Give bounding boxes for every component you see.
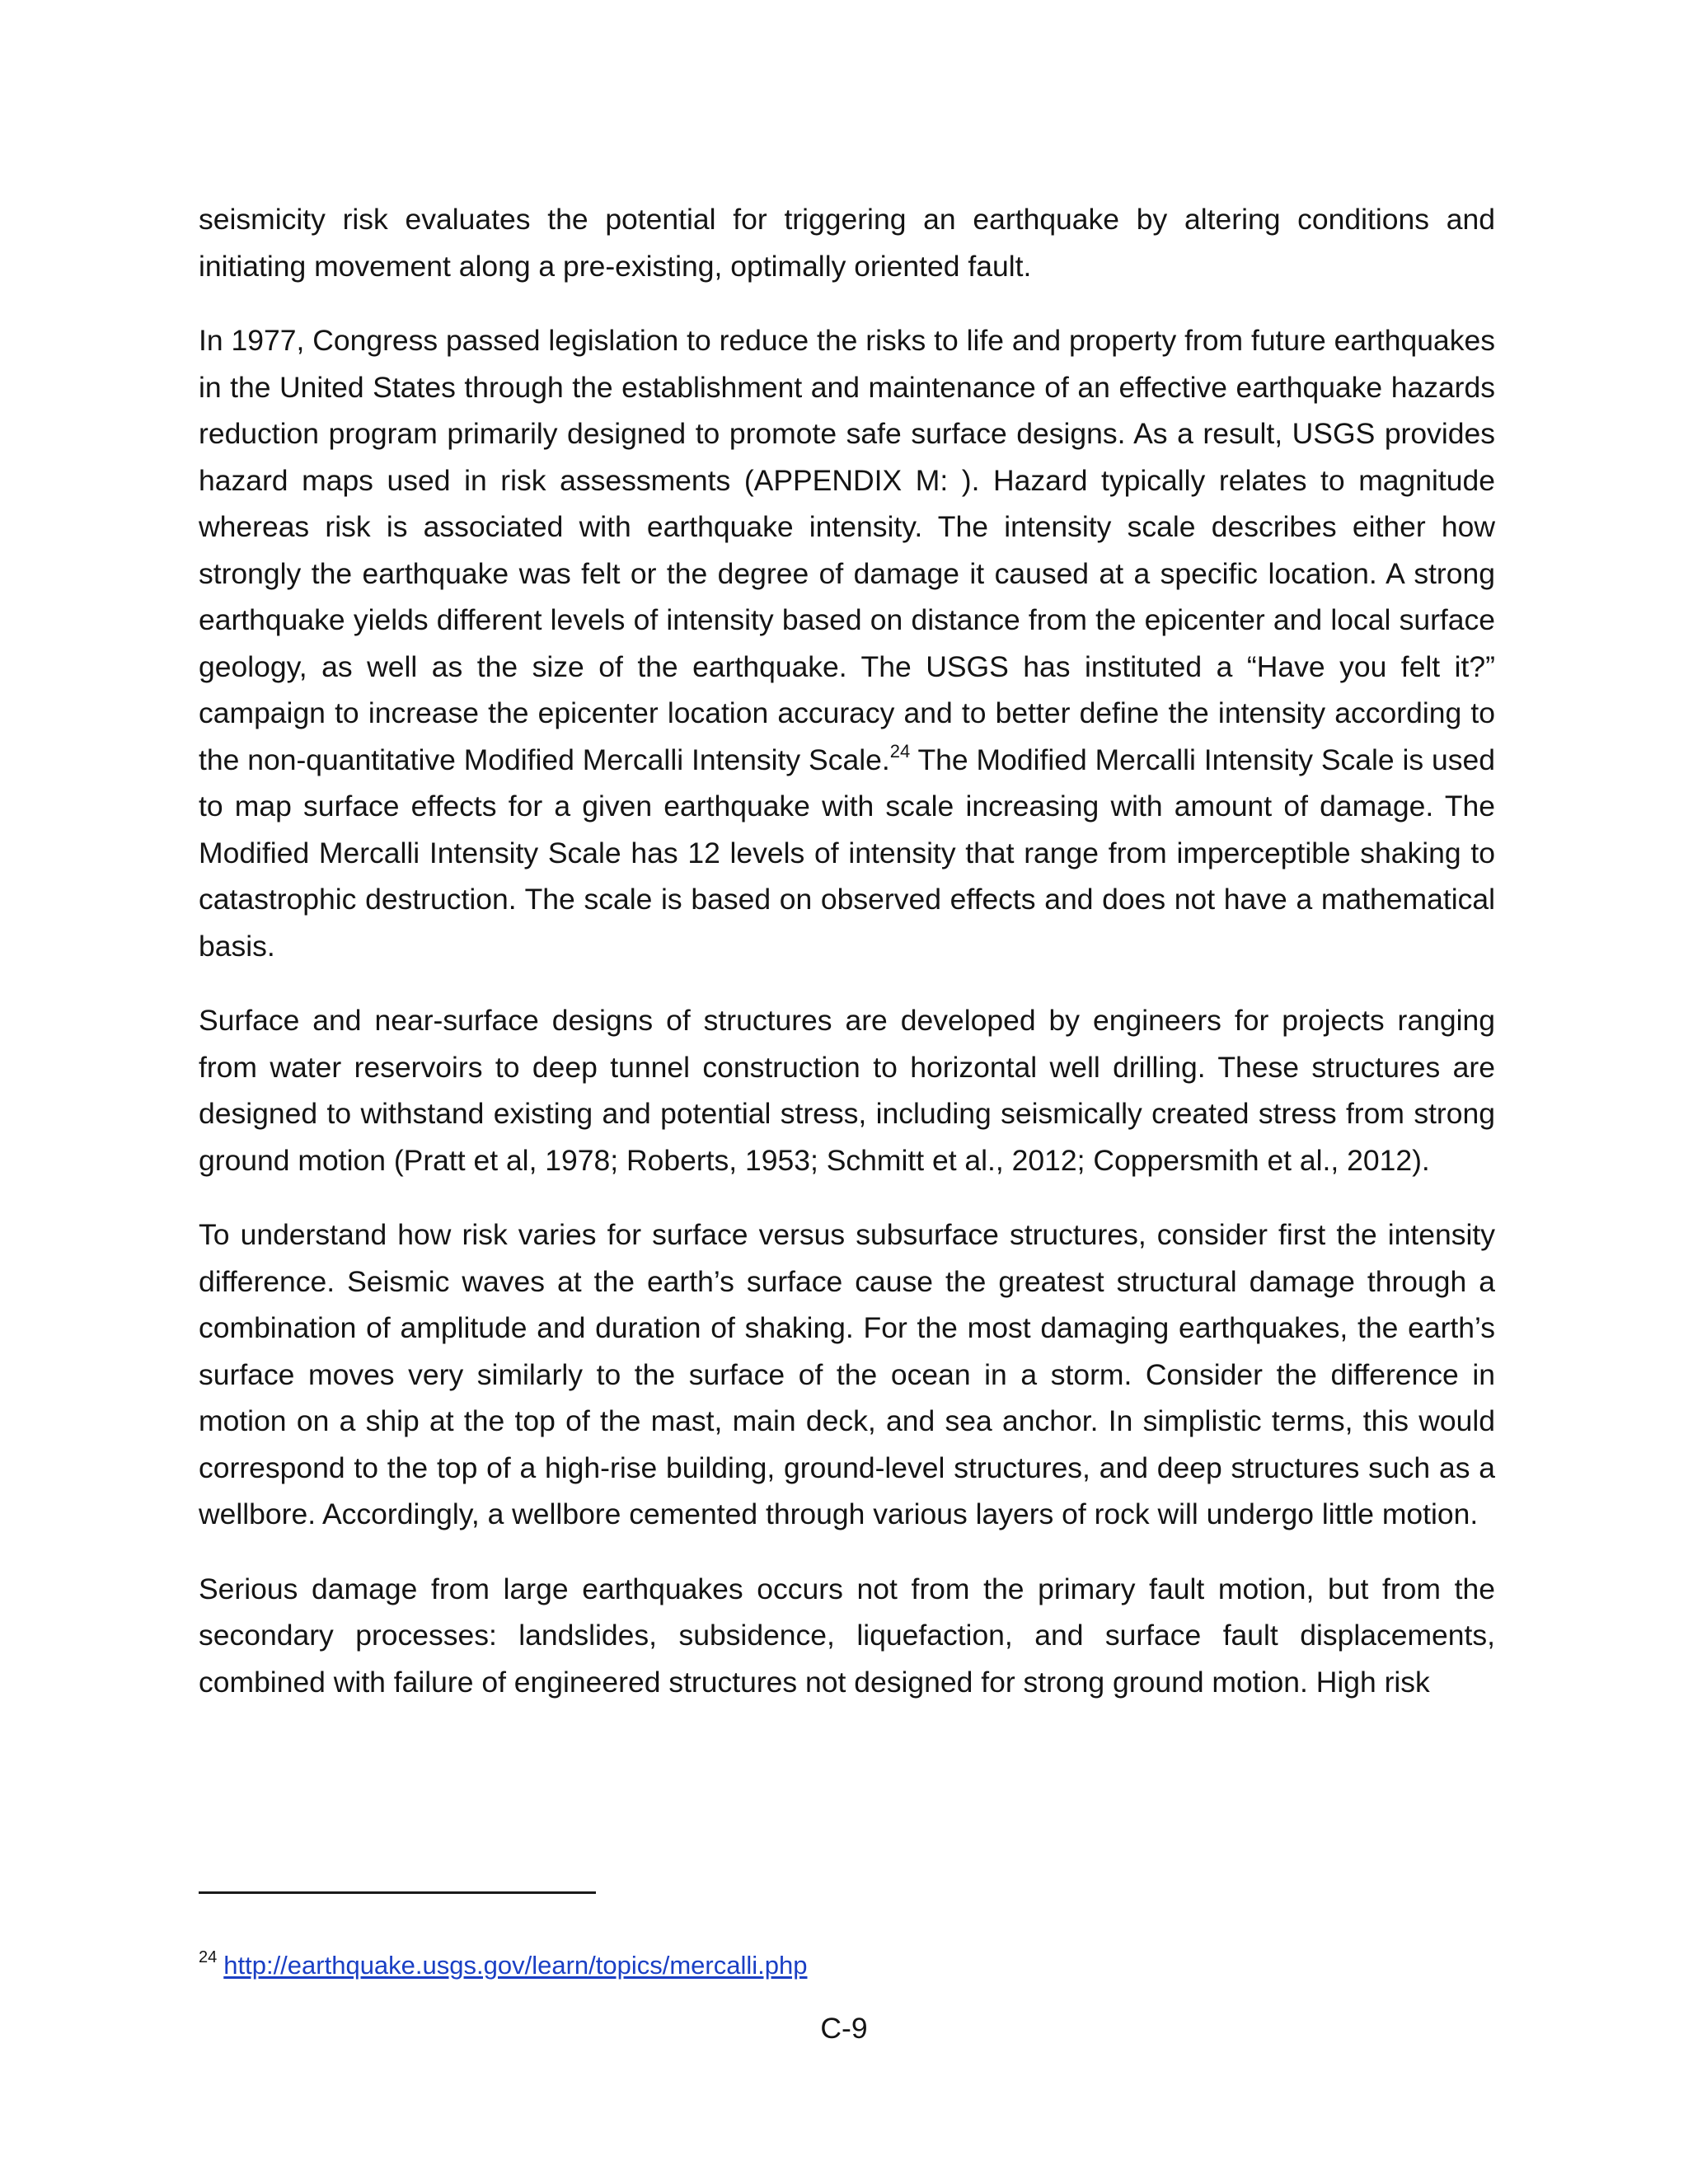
footnote: [199, 1949, 807, 1982]
paragraph-seismicity-risk: seismicity risk evaluates the potential for triggering an earthquake by altering conditions and initiating movement along a pre-existing, optimally oriented fault.: [199, 203, 1495, 283]
footnote-number: 24: [199, 1947, 218, 1966]
footnote-separator: [199, 1891, 596, 1894]
footnote-link[interactable]: http://earthquake.usgs.gov/learn/topics/mercalli.php: [223, 1951, 808, 1980]
footnote-reference[interactable]: 24: [889, 740, 911, 762]
paragraph-1977-legislation: [199, 317, 1495, 969]
paragraph-text-after-footnote: The Modified Mercalli Intensity Scale is used to map surface effects for a given earthquake with scale increasing with amount of damage. The Modified Mercalli Intensity Scale has 12 levels of intensity that range from imperceptible shaking to catastrophic destruction. The scale is based on observed effects and does not have a mathematical basis.: [199, 743, 1496, 963]
document-body: [199, 196, 1495, 1705]
paragraph-surface-designs: Surface and near-surface designs of structures are developed by engineers for projects ranging from water reservoirs to deep tunnel construction to horizontal well drilling. These structures are designed to withstand existing and potential stress, including seismically created stress from strong ground motion (Pratt et al, 1978; Roberts, 1953; Schmitt et al., 2012; Coppersmith et al., 2012).: [199, 1004, 1495, 1177]
paragraph-text-before-footnote: In 1977, Congress passed legislation to reduce the risks to life and property from future earthquakes in the United States through the establishment and maintenance of an effective earthquake hazards reduction program primarily designed to promote safe surface designs. As a result, USGS provides hazard maps used in risk assessments (APPENDIX M: ). Hazard typically relates to magnitude whereas risk is associated with earthquake intensity. The intensity scale describes either how strongly the earthquake was felt or the degree of damage it caused at a specific location. A strong earthquake yields different levels of intensity based on distance from the epicenter and local surface geology, as well as the size of the earthquake. The USGS has instituted a “Have you felt it?” campaign to increase the epicenter location accuracy and to better define the intensity according to the non-quantitative Modified Mercalli Intensity Scale.: [199, 324, 1495, 776]
page-number: C-9: [820, 2012, 868, 2045]
paragraph-serious-damage: Serious damage from large earthquakes occurs not from the primary fault motion, but from the secondary processes: landslides, subsidence, liquefaction, and surface fault displacements, combined with failure of engineered structures not designed for strong ground motion. High risk: [199, 1572, 1495, 1699]
paragraph-intensity-difference: To understand how risk varies for surface versus subsurface structures, consider first the intensity difference. Seismic waves at the earth’s surface cause the greatest structural damage through a combination of amplitude and duration of shaking. For the most damaging earthquakes, the earth’s surface moves very similarly to the surface of the ocean in a storm. Consider the difference in motion on a ship at the top of the mast, main deck, and sea anchor. In simplistic terms, this would correspond to the top of a high-rise building, ground-level structures, and deep structures such as a wellbore. Accordingly, a wellbore cemented through various layers of rock will undergo little motion.: [199, 1218, 1495, 1530]
